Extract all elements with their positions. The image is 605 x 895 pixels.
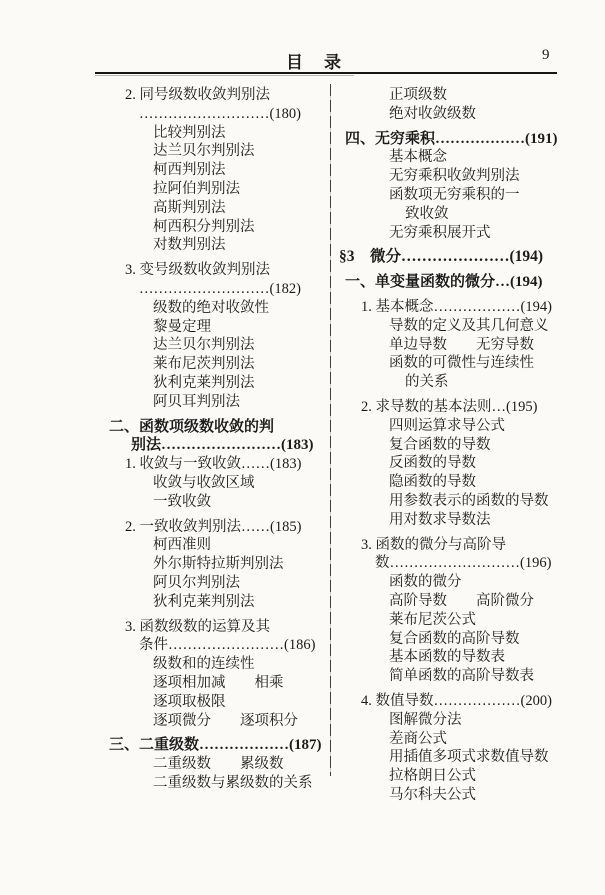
toc-line: 致收敛 <box>405 205 449 222</box>
toc-line: 逐项微分 逐项积分 <box>153 712 298 729</box>
toc-line: 复合函数的导数 <box>389 436 491 453</box>
toc-line: 比较判别法 <box>153 124 226 141</box>
toc-line: 二、函数项级数收敛的判 <box>109 418 275 435</box>
toc-line: 隐函数的导数 <box>389 474 476 491</box>
toc-line: 用对数求导数法 <box>389 511 491 528</box>
toc-line: 正项级数 <box>389 87 447 103</box>
toc-line: 2. 一致收敛判别法……(185) <box>125 518 302 535</box>
toc-line: 马尔科夫公式 <box>389 786 476 803</box>
toc-line: 2. 求导数的基本法则…(195) <box>361 398 538 415</box>
toc-line: 反函数的导数 <box>389 455 476 472</box>
toc-line: 用参数表示的函数的导数 <box>389 492 549 509</box>
toc-line: 无穷乘积展开式 <box>389 224 491 241</box>
toc-column-right <box>339 86 561 805</box>
toc-line: 单边导数 无穷导数 <box>389 336 534 353</box>
toc-line: 狄利克莱判别法 <box>153 593 255 610</box>
toc-line: 逐项取极限 <box>153 693 226 710</box>
toc-line: 简单函数的高阶导数表 <box>389 668 534 685</box>
toc-line: 基本概念 <box>389 149 447 166</box>
toc-line: 拉格朗日公式 <box>389 768 476 785</box>
toc-line: 图解微分法 <box>389 711 462 728</box>
toc-line: 的关系 <box>405 374 449 391</box>
toc-line: 1. 基本概念………………(194) <box>361 298 552 315</box>
toc-line: 高阶导数 高阶微分 <box>389 592 534 609</box>
toc-line: 3. 函数级数的运算及其 <box>125 618 270 635</box>
toc-line: 函数项无穷乘积的一 <box>389 186 520 203</box>
toc-line: 无穷乘积收敛判别法 <box>389 168 520 185</box>
toc-line: 条件……………………(186) <box>139 637 316 654</box>
toc-line: 阿贝耳判别法 <box>153 393 240 410</box>
toc-line: 狄利克莱判别法 <box>153 374 255 391</box>
toc-line: 阿贝尔判别法 <box>153 574 240 591</box>
toc-line: 柯西准则 <box>153 537 211 554</box>
toc-line: 一、单变量函数的微分…(194) <box>345 274 543 291</box>
toc-line: 2. 同号级数收敛判别法 <box>125 87 270 103</box>
toc-line: 外尔斯特拉斯判别法 <box>153 556 284 573</box>
toc-line: 二重级数与累级数的关系 <box>153 774 313 791</box>
toc-line: 级数的绝对收敛性 <box>153 299 269 316</box>
toc-line: 收敛与收敛区域 <box>153 474 255 491</box>
toc-line: ………………………(182) <box>139 280 301 297</box>
page-number: 9 <box>542 47 550 63</box>
toc-line: 四、无穷乘积………………(191) <box>345 130 558 147</box>
toc-line: 1. 收敛与一致收敛……(183) <box>125 456 302 473</box>
toc-line: 导数的定义及其几何意义 <box>389 317 549 334</box>
toc-line: 拉阿伯判别法 <box>153 180 240 197</box>
toc-line: 莱布尼茨公式 <box>389 611 476 628</box>
toc-line: 柯西积分判别法 <box>153 218 255 235</box>
toc-line: 达兰贝尔判别法 <box>153 143 255 160</box>
toc-line: ………………………(180) <box>139 105 301 122</box>
toc-line: 一致收敛 <box>153 493 211 510</box>
toc-line: 复合函数的高阶导数 <box>389 630 520 647</box>
toc-line: 基本函数的导数表 <box>389 649 505 666</box>
toc-line: 用插值多项式求数值导数 <box>389 749 549 766</box>
toc-line: 柯西判别法 <box>153 162 226 179</box>
toc-line: 级数和的连续性 <box>153 656 255 673</box>
toc-line: 达兰贝尔判别法 <box>153 337 255 354</box>
toc-line: 逐项相加减 相乘 <box>153 674 284 691</box>
toc-line: 三、二重级数………………(187) <box>109 737 322 754</box>
toc-line: 对数判别法 <box>153 237 226 254</box>
toc-line: §3 微分…………………(194) <box>339 248 544 266</box>
toc-line: 高斯判别法 <box>153 199 226 216</box>
toc-line: 3. 变号级数收敛判别法 <box>125 262 270 279</box>
toc-line: 4. 数值导数………………(200) <box>361 692 552 709</box>
page-title: 目 录 <box>286 53 343 72</box>
toc-line: 数………………………(196) <box>375 555 552 572</box>
toc-line: 黎曼定理 <box>153 318 211 335</box>
column-divider <box>330 84 331 776</box>
toc-line: 莱布尼茨判别法 <box>153 356 255 373</box>
toc-line: 差商公式 <box>389 730 447 747</box>
toc-line: 函数的可微性与连续性 <box>389 355 534 372</box>
toc-line: 四则运算求导公式 <box>389 417 505 434</box>
toc-line: 绝对收敛级数 <box>389 105 476 122</box>
toc-line: 3. 函数的微分与高阶导 <box>361 536 506 553</box>
toc-line: 别法……………………(183) <box>131 437 314 454</box>
header-rule <box>95 72 557 74</box>
toc-line: 函数的微分 <box>389 574 462 591</box>
toc-column-left <box>103 86 329 793</box>
toc-line: 二重级数 累级数 <box>153 756 284 773</box>
